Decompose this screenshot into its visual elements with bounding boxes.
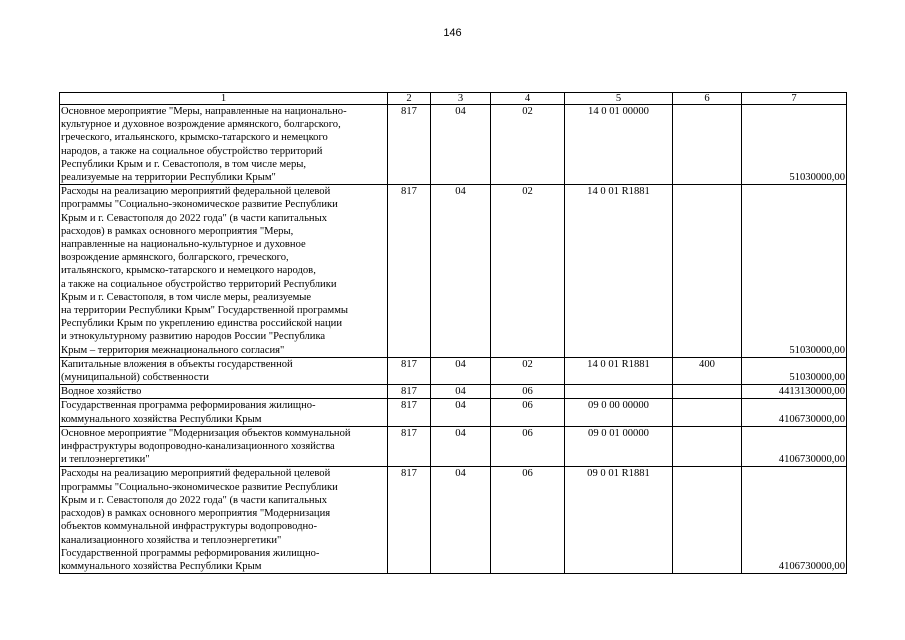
target-article-code: 09 0 01 R1881 — [565, 467, 673, 574]
column-header: 4 — [491, 93, 565, 105]
amount: 51030000,00 — [742, 357, 847, 384]
ministry-code: 817 — [388, 385, 431, 399]
table-row — [60, 399, 847, 426]
ministry-code: 817 — [388, 357, 431, 384]
expense-type-code — [673, 385, 742, 399]
table-row — [60, 357, 847, 384]
section-code: 04 — [431, 357, 491, 384]
column-header: 1 — [60, 93, 388, 105]
target-article-code: 14 0 01 R1881 — [565, 185, 673, 358]
table-row — [60, 385, 847, 399]
row-description: Расходы на реализацию мероприятий федеральной целевой программы "Социально-экономическое развитие Республики Крым и г. Севастополя до 2022 года" (в части капитальных расходов) в рамках основного мероприятия "Меры, направленные на национально-культурное и духовное возрождение армянского, болгарского, греческого, итальянского, крымско-татарского и немецкого народов, а также на социальное обустройство территорий Республики Крым и г. Севастополя, в том числе меры, реализуемые на территории Республики Крым" Государственной программы Республики Крым по укреплению единства российской нации и этнокультурному развитию народов России "Республика Крым – территория межнационального согласия" — [60, 185, 388, 358]
row-description: Основное мероприятие "Меры, направленные на национально- культурное и духовное возрождение армянского, болгарского, греческого, итальянского, крымско-татарского и немецкого народов, а также на социальное обустройство территорий Республики Крым и г. Севастополя, в том числе меры, реализуемые на территории Республики Крым" — [60, 105, 388, 185]
target-article-code: 09 0 00 00000 — [565, 399, 673, 426]
column-header: 3 — [431, 93, 491, 105]
amount: 4106730000,00 — [742, 399, 847, 426]
expense-type-code — [673, 399, 742, 426]
table-header-row — [60, 93, 847, 105]
column-header: 6 — [673, 93, 742, 105]
target-article-code — [565, 385, 673, 399]
column-header: 5 — [565, 93, 673, 105]
amount: 4106730000,00 — [742, 426, 847, 467]
table-row — [60, 467, 847, 574]
column-header: 7 — [742, 93, 847, 105]
table-row — [60, 105, 847, 185]
row-description: Расходы на реализацию мероприятий федеральной целевой программы "Социально-экономическое развитие Республики Крым и г. Севастополя до 2022 года" (в части капитальных расходов) в рамках основного мероприятия "Модернизация объектов коммунальной инфраструктуры водопроводно- канализационного хозяйства и теплоэнергетики" Государственной программы реформирования жилищно- коммунального хозяйства Республики Крым — [60, 467, 388, 574]
ministry-code: 817 — [388, 105, 431, 185]
subsection-code: 06 — [491, 385, 565, 399]
subsection-code: 02 — [491, 185, 565, 358]
row-description: Водное хозяйство — [60, 385, 388, 399]
table-row — [60, 426, 847, 467]
subsection-code: 02 — [491, 357, 565, 384]
table-row — [60, 185, 847, 358]
expense-type-code: 400 — [673, 357, 742, 384]
expense-type-code — [673, 105, 742, 185]
subsection-code: 06 — [491, 399, 565, 426]
row-description: Основное мероприятие "Модернизация объектов коммунальной инфраструктуры водопроводно-канализационного хозяйства и теплоэнергетики" — [60, 426, 388, 467]
ministry-code: 817 — [388, 399, 431, 426]
target-article-code: 14 0 01 R1881 — [565, 357, 673, 384]
section-code: 04 — [431, 385, 491, 399]
amount: 51030000,00 — [742, 105, 847, 185]
amount: 4106730000,00 — [742, 467, 847, 574]
expense-type-code — [673, 185, 742, 358]
section-code: 04 — [431, 185, 491, 358]
row-description: Государственная программа реформирования жилищно- коммунального хозяйства Республики Крым — [60, 399, 388, 426]
row-description: Капитальные вложения в объекты государственной (муниципальной) собственности — [60, 357, 388, 384]
subsection-code: 06 — [491, 467, 565, 574]
section-code: 04 — [431, 399, 491, 426]
amount: 4413130000,00 — [742, 385, 847, 399]
section-code: 04 — [431, 426, 491, 467]
expense-type-code — [673, 467, 742, 574]
section-code: 04 — [431, 467, 491, 574]
ministry-code: 817 — [388, 467, 431, 574]
budget-table — [59, 92, 847, 574]
ministry-code: 817 — [388, 185, 431, 358]
column-header: 2 — [388, 93, 431, 105]
page-number: 146 — [443, 27, 462, 39]
expense-type-code — [673, 426, 742, 467]
amount: 51030000,00 — [742, 185, 847, 358]
ministry-code: 817 — [388, 426, 431, 467]
section-code: 04 — [431, 105, 491, 185]
target-article-code: 14 0 01 00000 — [565, 105, 673, 185]
subsection-code: 02 — [491, 105, 565, 185]
subsection-code: 06 — [491, 426, 565, 467]
target-article-code: 09 0 01 00000 — [565, 426, 673, 467]
